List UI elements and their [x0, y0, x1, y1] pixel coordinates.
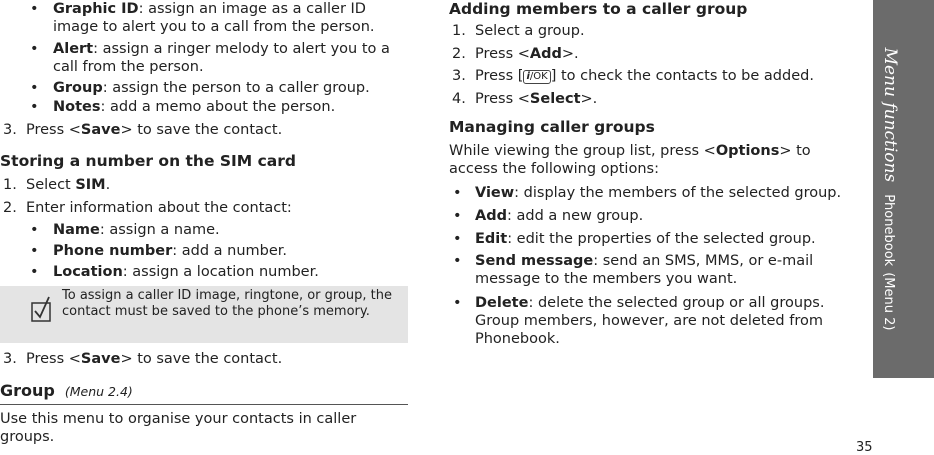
- group-description: Use this menu to organise your contacts in caller groups.: [0, 411, 357, 445]
- bullet-name: Name: assign a name.: [53, 222, 220, 238]
- option-edit: Edit: edit the properties of the selected group.: [475, 231, 816, 247]
- bullet-graphic-id: Graphic ID: assign an image as a caller ID image to alert you to a call from the person.: [53, 1, 375, 35]
- adding-heading: Adding members to a caller group: [449, 0, 748, 18]
- group-divider: [0, 404, 408, 405]
- step-number: 1.: [3, 177, 17, 193]
- note-check-icon: [31, 296, 51, 322]
- bullet-notes: Notes: add a memo about the person.: [53, 99, 336, 115]
- step-number: 2.: [452, 46, 466, 62]
- bullet: •: [30, 41, 39, 57]
- bullet: •: [30, 222, 39, 238]
- step-enter-info: Enter information about the contact:: [26, 200, 292, 216]
- bullet: •: [453, 295, 462, 311]
- step-select-group: Select a group.: [475, 23, 585, 39]
- bullet: •: [30, 80, 39, 96]
- step-number: 4.: [452, 91, 466, 107]
- bullet: •: [30, 99, 39, 115]
- step-number: 1.: [452, 23, 466, 39]
- note-text: To assign a caller ID image, ringtone, or group, the contact must be saved to the phone’s memory.: [62, 288, 392, 319]
- bullet-phone-number: Phone number: add a number.: [53, 243, 288, 259]
- step-select-sim: Select SIM.: [26, 177, 111, 193]
- bullet: •: [30, 264, 39, 280]
- bullet-alert: Alert: assign a ringer melody to alert you to a call from the person.: [53, 41, 390, 75]
- bullet-group: Group: assign the person to a caller group.: [53, 80, 370, 96]
- step-number: 3.: [3, 351, 17, 367]
- bullet: •: [453, 185, 462, 201]
- bullet: •: [453, 253, 462, 269]
- step-number: 3.: [452, 68, 466, 84]
- step-press-select: Press <Select>.: [475, 91, 598, 107]
- bullet-location: Location: assign a location number.: [53, 264, 319, 280]
- ok-key-icon: i/OK: [523, 70, 550, 84]
- group-heading: Group (Menu 2.4): [0, 381, 133, 400]
- option-delete: Delete: delete the selected group or all groups. Group members, however, are not deleted from Phonebook.: [475, 295, 825, 347]
- bullet: •: [453, 208, 462, 224]
- option-view: View: display the members of the selected group.: [475, 185, 842, 201]
- step-press-add: Press <Add>.: [475, 46, 579, 62]
- managing-intro: While viewing the group list, press <Options> to access the following options:: [449, 143, 811, 177]
- option-send-message: Send message: send an SMS, MMS, or e-mail message to the members you want.: [475, 253, 814, 287]
- bullet: •: [30, 1, 39, 17]
- managing-heading: Managing caller groups: [449, 118, 655, 136]
- bullet: •: [453, 231, 462, 247]
- option-add: Add: add a new group.: [475, 208, 644, 224]
- step-number: 2.: [3, 200, 17, 216]
- step-save-contact: Press <Save> to save the contact.: [26, 122, 283, 138]
- section-label: Menu functionsPhonebook(Menu 2): [880, 47, 900, 331]
- step-check-contacts: Press [ i/OK ] to check the contacts to be added.: [475, 68, 814, 84]
- page-number: 35: [856, 440, 873, 455]
- sim-heading: Storing a number on the SIM card: [0, 152, 296, 170]
- step-number: 3.: [3, 122, 17, 138]
- bullet: •: [30, 243, 39, 259]
- step-save-contact-sim: Press <Save> to save the contact.: [26, 351, 283, 367]
